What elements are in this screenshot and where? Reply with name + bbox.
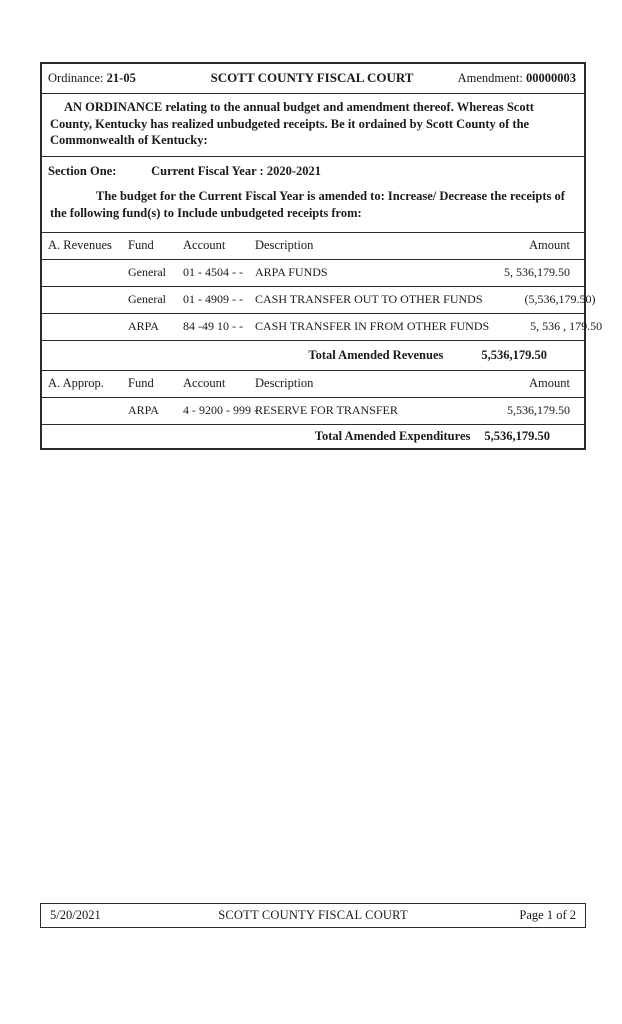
account-cell: 01 - 4504 - - [183,265,243,280]
fund-cell: ARPA [128,319,159,334]
section-one-label: Section One: [48,163,117,178]
court-title: SCOTT COUNTY FISCAL COURT [210,70,414,85]
document-header-row [42,64,584,94]
fund-column-header: Fund [128,376,154,391]
total-expenditures-amount: 5,536,179.50 [484,429,550,444]
total-revenues-amount: 5,536,179.50 [481,348,547,363]
amount-cell: 5, 536,179.50 [504,265,570,280]
fund-cell: General [128,265,166,280]
revenues-section-header: A. Revenues [48,238,112,253]
revenue-row [42,287,596,314]
amount-column-header: Amount [529,238,570,253]
description-cell: ARPA FUNDS [255,265,328,280]
section-one-value: Current Fiscal Year : 2020-2021 [151,163,322,178]
account-cell: 4 - 9200 - 999 - [183,403,258,418]
account-column-header: Account [183,238,226,253]
account-column-header: Account [183,376,226,391]
description-column-header: Description [255,376,314,391]
description-column-header: Description [255,238,314,253]
appropriation-row [42,398,584,425]
fund-cell: General [128,292,166,307]
account-cell: 01 - 4909 - - [183,292,243,307]
footer-court-title: SCOTT COUNTY FISCAL COURT [218,908,408,922]
amount-column-header: Amount [529,376,570,391]
section-one-cell [42,157,584,233]
revenue-row [42,260,584,287]
total-revenues-label: Total Amended Revenues [308,348,444,363]
section-one-row [42,157,584,179]
description-cell: CASH TRANSFER IN FROM OTHER FUNDS [255,319,490,334]
amendment-number: 00000003 [526,70,576,85]
description-cell: CASH TRANSFER OUT TO OTHER FUNDS [255,292,483,307]
ordinance-document-box [40,62,603,450]
appropriations-section-header: A. Approp. [48,376,104,391]
description-cell: RESERVE FOR TRANSFER [255,403,398,418]
ordinance-label: Ordinance: [48,70,104,85]
appropriations-header-row [42,371,584,398]
amount-cell: 5, 536 , 179.50 [530,319,603,334]
total-expenditures-label: Total Amended Expenditures [314,429,471,444]
footer-date: 5/20/2021 [50,908,101,922]
amendment-field [423,71,576,86]
fund-cell: ARPA [128,403,159,418]
budget-paragraph: The budget for the Current Fiscal Year is amended to: Increase/ Decrease the receipts of the following fund(s) to Include unbudgeted receipts from: [50,188,565,220]
fund-column-header: Fund [128,238,154,253]
revenues-header-row [42,233,584,260]
ordinance-paragraph: AN ORDINANCE relating to the annual budget and amendment thereof. Whereas Scott County, Kentucky has realized unbudgeted receipts. Be it ordained by Scott County of the Commonwealth of Kentucky: [42,94,584,157]
ordinance-field [48,71,201,86]
amount-cell: 5,536,179.50 [507,403,570,418]
footer-page-number: Page 1 of 2 [519,908,576,922]
page-footer [40,903,586,928]
account-cell: 84 -49 10 - - [183,319,243,334]
amendment-label: Amendment: [457,70,523,85]
ordinance-number: 21-05 [106,70,136,85]
total-revenues-row [42,341,584,371]
amount-cell: (5,536,179.50) [524,292,596,307]
total-expenditures-row [42,425,584,448]
revenue-row [42,314,603,341]
